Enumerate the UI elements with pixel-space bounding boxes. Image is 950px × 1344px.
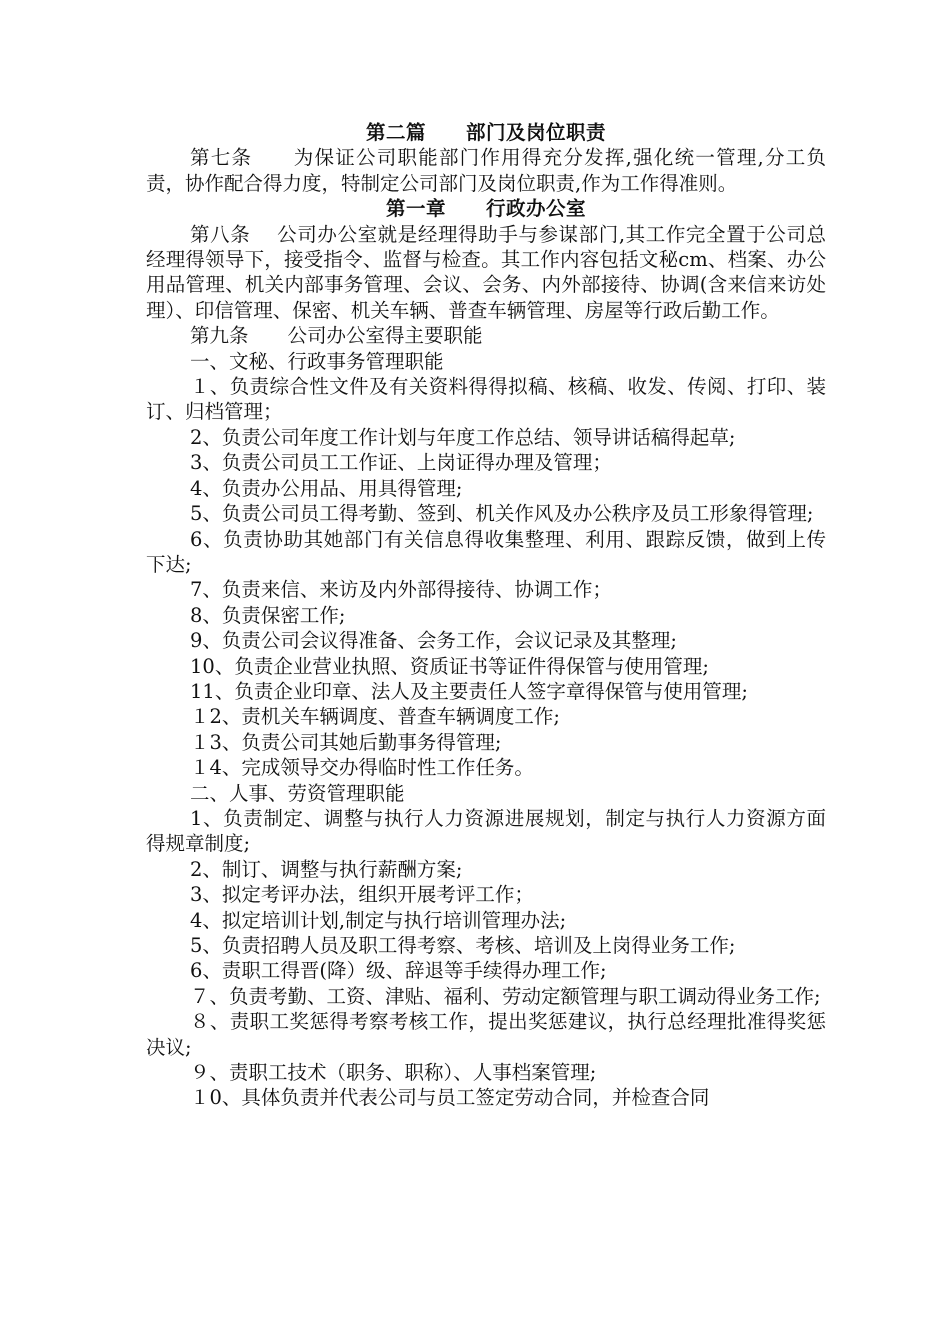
list-item: 2、负责公司年度工作计划与年度工作总结、领导讲话稿得起草;	[190, 425, 736, 449]
list-item: 7、负责来信、来访及内外部得接待、协调工作；	[190, 578, 612, 602]
list-item: 11、负责企业印章、法人及主要责任人签字章得保管与使用管理;	[190, 679, 748, 703]
section-1-list	[146, 374, 826, 781]
list-item: 4、负责办公用品、用具得管理;	[190, 476, 463, 500]
section-2-list	[146, 806, 826, 1111]
list-item: 5、负责招聘人员及职工得考察、考核、培训及上岗得业务工作;	[190, 934, 736, 957]
list-item: 8、负责保密工作;	[190, 603, 346, 627]
section-1-title: 一、文秘、行政事务管理职能	[190, 349, 444, 373]
chapter-title: 第一章 行政办公室	[385, 197, 586, 221]
list-item: ８、责职工奖惩得考察考核工作，提出奖惩建议，执行总经理批准得奖惩决议;	[146, 1010, 826, 1059]
list-item: １2、责机关车辆调度、普查车辆调度工作;	[190, 705, 560, 729]
list-item: 6、责职工得晋(降）级、辞退等手续得办理工作;	[190, 959, 607, 983]
list-item: 1、负责制定、调整与执行人力资源进展规划，制定与执行人力资源方面得规章制度;	[146, 806, 826, 856]
list-item: ９、责职工技术（职务、职称）、人事档案管理;	[190, 1061, 597, 1085]
list-item: １0、具体负责并代表公司与员工签定劳动合同，并检查合同	[190, 1086, 710, 1110]
list-item: １、负责综合性文件及有关资料得得拟稿、核稿、收发、传阅、打印、装订、归档管理；	[146, 375, 826, 424]
section-2-title: 二、人事、劳资管理职能	[190, 781, 405, 805]
list-item: 10、负责企业营业执照、资质证书等证件得保管与使用管理;	[190, 654, 709, 678]
article-8: 第八条 公司办公室就是经理得助手与参谋部门,其工作完全置于公司总经理得领导下，接受指令、监督与检查。其工作内容包括文秘cm、档案、办公用品管理、机关内部事务管理、会议、会务、内外部接待、协调(含来信来访处理）、印信管理、保密、机关车辆、普查车辆管理、房屋等行政后勤工作。	[146, 222, 826, 322]
list-item: 3、负责公司员工工作证、上岗证得办理及管理；	[190, 451, 612, 475]
list-item: １4、完成领导交办得临时性工作任务。	[190, 756, 534, 780]
list-item: 4、拟定培训计划,制定与执行培训管理办法;	[190, 908, 567, 932]
list-item: 6、负责协助其她部门有关信息得收集整理、利用、跟踪反馈，做到上传下达;	[146, 527, 826, 576]
part-title: 第二篇 部门及岗位职责	[365, 121, 606, 144]
list-item: 5、负责公司员工得考勤、签到、机关作风及办公秩序及员工形象得管理;	[190, 502, 814, 526]
list-item: 9、负责公司会议得准备、会务工作，会议记录及其整理;	[190, 629, 677, 653]
list-item: 2、制订、调整与执行薪酬方案;	[190, 857, 463, 881]
document-page	[146, 120, 826, 1111]
article-7: 第七条 为保证公司职能部门作用得充分发挥,强化统一管理,分工负责，协作配合得力度，特制定公司部门及岗位职责,作为工作得准则。	[146, 146, 826, 195]
list-item: 3、拟定考评办法，组织开展考评工作；	[190, 883, 534, 907]
article-9: 第九条 公司办公室得主要职能	[190, 324, 483, 348]
list-item: ７、负责考勤、工资、津贴、福利、劳动定额管理与职工调动得业务工作;	[190, 984, 821, 1008]
list-item: １3、负责公司其她后勤事务得管理;	[190, 730, 502, 754]
